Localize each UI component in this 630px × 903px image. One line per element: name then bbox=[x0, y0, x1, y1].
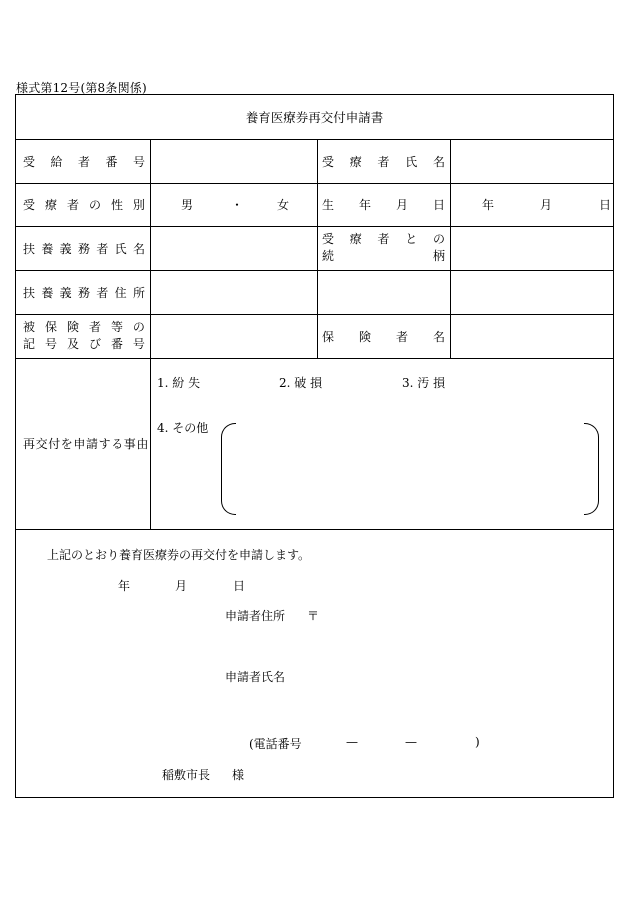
declaration-month-unit: 月 bbox=[175, 579, 188, 593]
declaration-day-unit: 日 bbox=[233, 579, 246, 593]
birth-year-unit: 年 bbox=[482, 198, 495, 212]
gender-field[interactable] bbox=[151, 183, 317, 226]
reason-option-other[interactable]: 4. その他 bbox=[157, 421, 209, 435]
reason-option-soiled[interactable]: 3. 汚 損 bbox=[402, 376, 446, 390]
phone-label: (電話番号 bbox=[249, 737, 302, 751]
applicant-name-label: 申請者氏名 bbox=[225, 670, 286, 684]
gender-female[interactable]: 女 bbox=[277, 198, 290, 212]
bracket-left bbox=[221, 423, 236, 515]
label-insured-number bbox=[23, 314, 145, 358]
relationship-field[interactable] bbox=[451, 226, 614, 270]
gender-male[interactable]: 男 bbox=[181, 198, 194, 212]
other-reason-field[interactable] bbox=[221, 423, 599, 513]
reissue-application-form bbox=[15, 94, 614, 798]
label-insured-line2: 記 号 及 び 番 号 bbox=[23, 337, 145, 351]
label-guardian-name: 扶 養 義 務 者 氏 名 bbox=[23, 241, 145, 256]
guardian-address-field[interactable] bbox=[151, 270, 614, 314]
declaration-statement: 上記のとおり養育医療券の再交付を申請します。 bbox=[47, 548, 311, 562]
rule bbox=[16, 529, 613, 530]
applicant-address-label: 申請者住所 bbox=[225, 609, 286, 623]
reason-option-lost[interactable]: 1. 紛 失 bbox=[157, 376, 201, 390]
label-recipient-number: 受 給 者 番 号 bbox=[23, 154, 145, 169]
label-birth-date: 生 年 月 日 bbox=[322, 198, 445, 212]
label-patient-gender: 受 療 者 の 性 別 bbox=[23, 198, 145, 212]
form-number-caption: 様式第12号(第8条関係) bbox=[16, 81, 147, 95]
patient-name-field[interactable] bbox=[451, 139, 614, 183]
gender-separator: ・ bbox=[231, 198, 244, 212]
insurer-field[interactable] bbox=[451, 314, 614, 358]
phone-close: ) bbox=[475, 735, 480, 749]
bracket-right bbox=[584, 423, 599, 515]
guardian-name-field[interactable] bbox=[151, 226, 317, 270]
label-patient-name: 受 療 者 氏 名 bbox=[322, 154, 445, 169]
label-guardian-address: 扶 養 義 務 者 住 所 bbox=[23, 285, 145, 300]
addressee: 稲敷市長 bbox=[162, 768, 211, 782]
label-insured-line1: 被 保 険 者 等 の bbox=[23, 320, 145, 334]
label-relationship-line1: 受 療 者 と の bbox=[322, 232, 445, 246]
rule bbox=[317, 314, 318, 358]
honorific: 様 bbox=[232, 768, 245, 782]
declaration-year-unit: 年 bbox=[118, 579, 131, 593]
birth-date-field[interactable] bbox=[451, 183, 614, 226]
birth-day-unit: 日 bbox=[599, 198, 612, 212]
label-relationship-line2: 続 柄 bbox=[322, 249, 445, 263]
phone-dash-1: — bbox=[346, 735, 358, 749]
label-relationship bbox=[322, 226, 445, 270]
reason-option-damaged[interactable]: 2. 破 損 bbox=[279, 376, 323, 390]
label-insurer: 保 険 者 名 bbox=[322, 329, 445, 344]
birth-month-unit: 月 bbox=[540, 198, 553, 212]
recipient-number-field[interactable] bbox=[151, 139, 317, 183]
phone-dash-2: — bbox=[405, 735, 417, 749]
insured-number-field[interactable] bbox=[151, 314, 317, 358]
postal-mark-icon: 〒 bbox=[307, 609, 320, 623]
form-title: 養育医療券再交付申請書 bbox=[245, 110, 384, 125]
label-reason: 再交付を申請する事由 bbox=[23, 437, 150, 451]
